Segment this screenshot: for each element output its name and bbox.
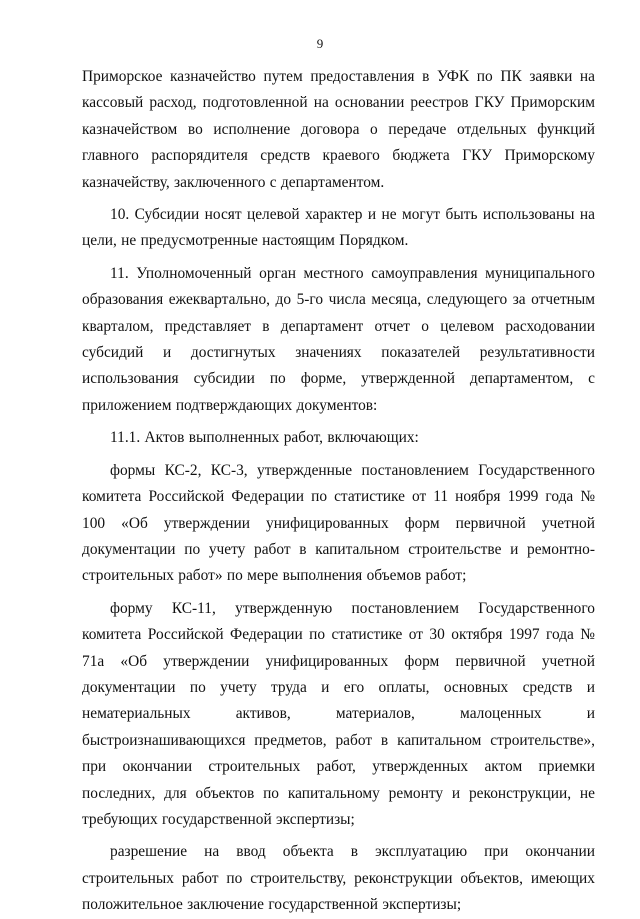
paragraph-commissioning-permit: разрешение на ввод объекта в эксплуатацию при окончании строительных работ по строительству, реконструкции объектов, имеющих положительное заключение государственной экспертизы; xyxy=(82,843,595,914)
paragraph-item-11: 11. Уполномоченный орган местного самоуправления муниципального образования ежеквартально, до 5-го числа месяца, следующего за отчетным кварталом, представляет в департамент отчет о целевом расходовании субсидий и достигнутых значениях показателей результативности использования субсидии по форме, утвержденной департаментом, с приложением подтверждающих документов: xyxy=(82,264,595,414)
page-number: 9 xyxy=(316,36,324,51)
paragraph-continuation: Приморское казначейство путем предоставления в УФК по ПК заявки на кассовый расход, подготовленной на основании реестров ГКУ Приморским казначейством во исполнение договора о передаче отдельных функций главного распорядителя средств краевого бюджета ГКУ Приморскому казначейству, заключенного с департаментом. xyxy=(82,68,595,191)
paragraph-forms-ks2-ks3: формы КС-2, КС-3, утвержденные постановлением Государственного комитета Российской Федерации по статистике от 11 ноября 1999 года № 100 «Об утверждении унифицированных форм первичной учетной документации по учету работ в капитальном строительстве и ремонтно-строительных работ» по мере выполнения объемов работ; xyxy=(82,461,595,585)
paragraph-form-ks11: форму КС-11, утвержденную постановлением Государственного комитета Российской Федерации по статистике от 30 октября 1997 года № 71а «Об утверждении унифицированных форм первичной учетной документации по учету труда и его оплаты, основных средств и нематериальных активов, материалов, малоценных и быстроизнашивающихся предметов, работ в капитальном строительстве», при окончании строительных работ, утвержденных актом приемки последних, для объектов по капитальному ремонту и реконструкции, не требующих государственной экспертизы; xyxy=(82,599,595,828)
document-body xyxy=(82,64,595,919)
paragraph-item-10: 10. Субсидии носят целевой характер и не могут быть использованы на цели, не предусмотренные настоящим Порядком. xyxy=(82,206,595,250)
paragraph-item-11-1: 11.1. Актов выполненных работ, включающих: xyxy=(110,429,419,447)
